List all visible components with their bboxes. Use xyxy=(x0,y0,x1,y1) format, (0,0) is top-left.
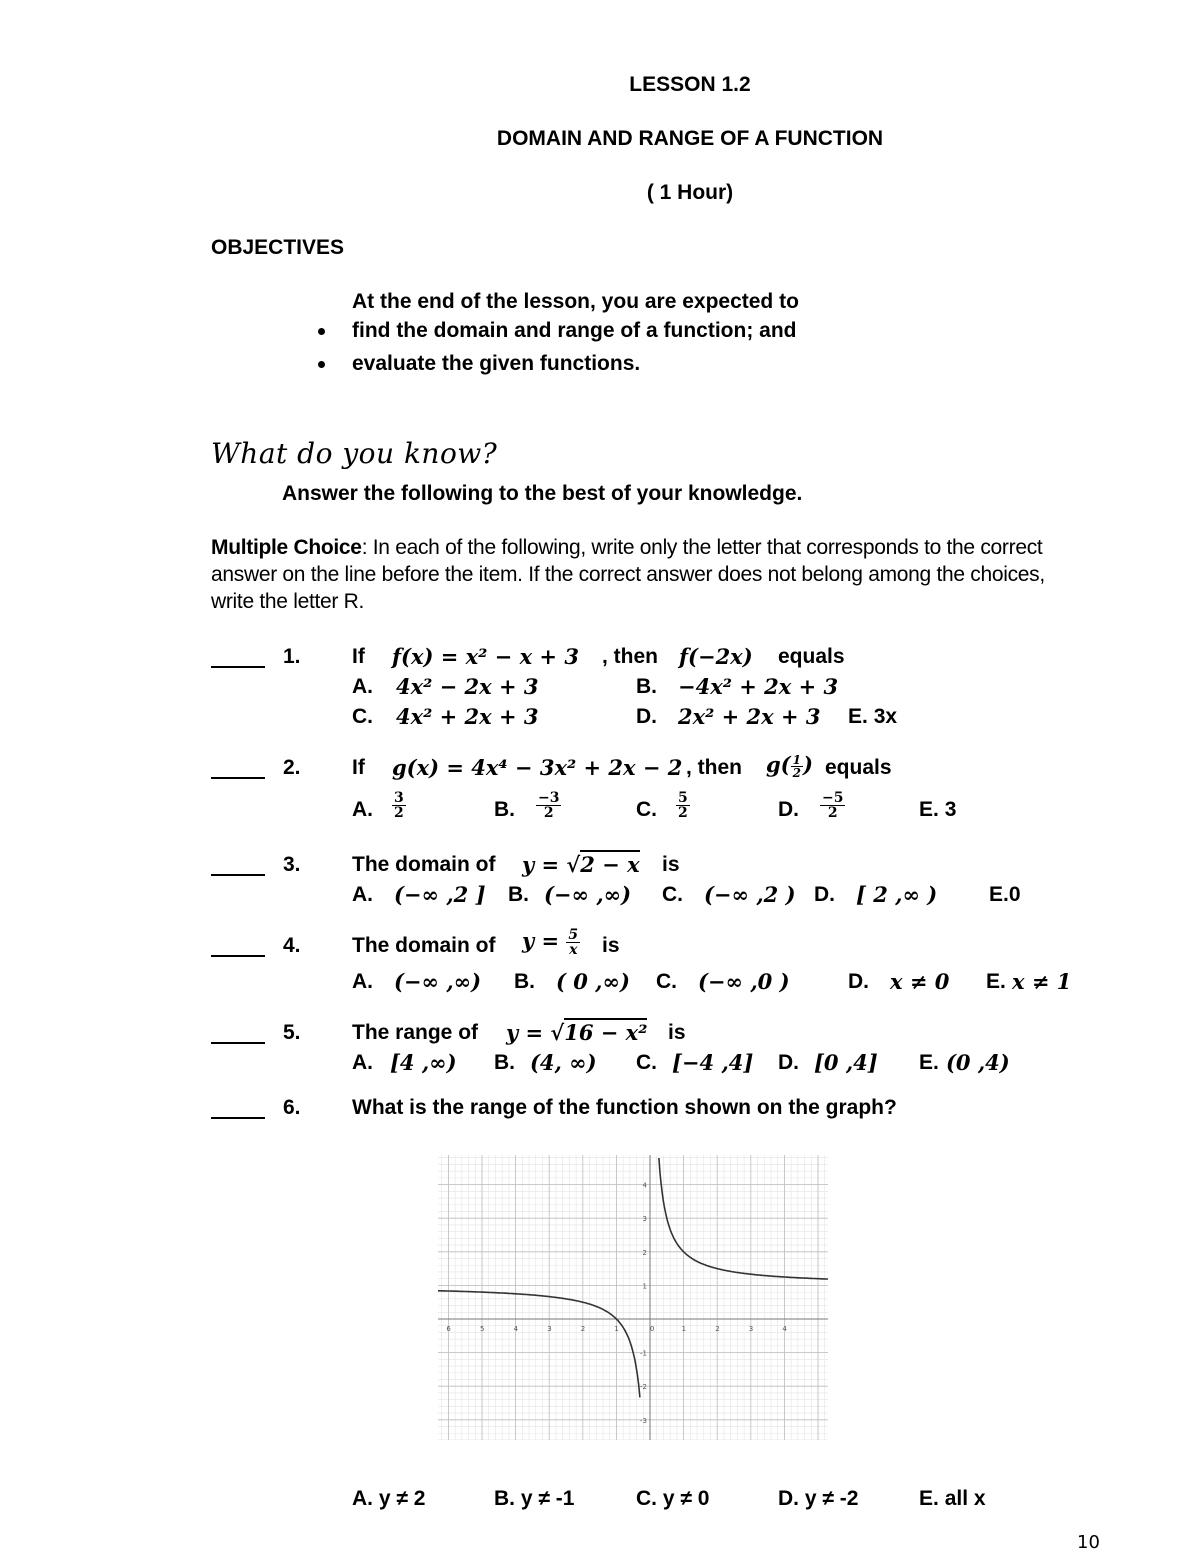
x-tick-label: 4 xyxy=(513,1325,519,1333)
q6-choice-c: C. y ≠ 0 xyxy=(636,1487,710,1510)
choice-value: [4 ,∞) xyxy=(390,1050,457,1075)
q5-expression: y = √16 − x² xyxy=(506,1020,648,1045)
choice-value: −4x² + 2x + 3 xyxy=(678,674,839,699)
q3-expression: y = √2 − x xyxy=(522,852,640,877)
choice-letter: D. xyxy=(636,705,657,728)
answer-line-6[interactable] xyxy=(211,1117,265,1119)
q1-expression: f(x) = x² − x + 3 xyxy=(392,644,579,669)
x-tick-label: 3 xyxy=(547,1325,552,1333)
choice-value: (−∞ ,2 ) xyxy=(704,882,796,907)
choice-fraction: $\frac{5}{2}$ xyxy=(678,790,688,821)
choice-value: x ≠ 0 xyxy=(890,969,950,994)
question-prompt: The domain of xyxy=(352,934,496,957)
q2-then: , then xyxy=(686,756,742,779)
y-tick-label: -3 xyxy=(640,1416,647,1425)
know-instruction: Answer the following to the best of your knowledge. xyxy=(282,482,803,505)
choice-letter: D. xyxy=(778,1051,799,1074)
bullet-icon xyxy=(318,361,325,368)
choice-fraction: $\frac{-5}{2}$ xyxy=(822,790,844,821)
q4-is: is xyxy=(602,934,620,957)
choice-letter: C. xyxy=(656,970,677,993)
choice-letter: A. xyxy=(352,798,373,821)
answer-line-1[interactable] xyxy=(211,666,265,668)
choice-letter: D. xyxy=(814,883,835,906)
question-number: 6. xyxy=(283,1096,301,1119)
choice-e: E. 3 xyxy=(919,798,957,821)
q6-choice-e: E. all x xyxy=(919,1487,986,1510)
question-number: 5. xyxy=(283,1021,301,1044)
choice-letter: D. xyxy=(848,970,869,993)
q5-is: is xyxy=(668,1021,686,1044)
y-tick-label: -2 xyxy=(640,1383,647,1392)
question-number: 3. xyxy=(283,853,301,876)
choice-fraction: $\frac{-3}{2}$ xyxy=(538,790,560,821)
x-tick-label: 3 xyxy=(748,1325,754,1333)
answer-line-4[interactable] xyxy=(211,955,265,957)
bullet-icon xyxy=(318,328,325,335)
q2-expression: g(x) = 4x⁴ − 3x² + 2x − 2 xyxy=(392,755,683,780)
mc-text: : In each of the following, write only the letter that corresponds to the correct answer on the line before the item. If the correct answer does not belong among the choices, write the letter R. xyxy=(211,536,1045,613)
q4-expression: y = $\frac{5}{x}$ xyxy=(522,927,579,958)
answer-line-3[interactable] xyxy=(211,874,265,876)
choice-value: 4x² + 2x + 3 xyxy=(396,704,539,729)
y-tick-label: 3 xyxy=(642,1215,647,1224)
choice-letter: C. xyxy=(352,705,373,728)
choice-value: x ≠ 1 xyxy=(1012,969,1072,994)
choice-value: (−∞ ,2 ] xyxy=(394,882,486,907)
choice-letter: A. xyxy=(352,883,373,906)
question-number: 4. xyxy=(283,934,301,957)
question-prompt: The domain of xyxy=(352,853,496,876)
q6-choice-b: B. y ≠ -1 xyxy=(494,1487,575,1510)
x-tick-label: 2 xyxy=(715,1325,720,1333)
question-number: 1. xyxy=(283,645,301,668)
choice-value: ( 0 ,∞) xyxy=(556,969,630,994)
q6-choice-a: A. y ≠ 2 xyxy=(352,1487,426,1510)
q3-is: is xyxy=(662,853,680,876)
objective-item-1: find the domain and range of a function; and xyxy=(352,319,797,342)
choice-value: 2x² + 2x + 3 xyxy=(678,704,821,729)
y-tick-label: -1 xyxy=(640,1349,647,1358)
choice-letter: E. xyxy=(919,1051,939,1074)
choice-value: (0 ,4) xyxy=(946,1050,1010,1075)
objective-item-2: evaluate the given functions. xyxy=(352,352,641,375)
choice-letter: A. xyxy=(352,675,373,698)
question-if: If xyxy=(352,756,365,779)
choice-letter: C. xyxy=(662,883,683,906)
choice-letter: B. xyxy=(508,883,529,906)
choice-value: (−∞ ,0 ) xyxy=(698,969,790,994)
question-if: If xyxy=(352,645,365,668)
x-tick-label: 1 xyxy=(614,1325,619,1333)
mc-label: Multiple Choice xyxy=(211,536,362,559)
q1-equals: equals xyxy=(778,645,845,668)
choice-e: E.0 xyxy=(989,883,1021,906)
choice-value: 4x² − 2x + 3 xyxy=(396,674,539,699)
choice-value: (−∞ ,∞) xyxy=(394,969,482,994)
function-graph xyxy=(438,1155,828,1440)
objectives-intro: At the end of the lesson, you are expected to xyxy=(352,290,799,313)
x-tick-label: 2 xyxy=(580,1325,586,1333)
choice-letter: C. xyxy=(636,1051,657,1074)
lesson-title: DOMAIN AND RANGE OF A FUNCTION xyxy=(496,127,884,150)
answer-line-5[interactable] xyxy=(211,1042,265,1044)
q2-equals: equals xyxy=(825,756,892,779)
q2-target: g( $\frac{1}{2}$ ) xyxy=(766,752,813,780)
choice-letter: B. xyxy=(636,675,657,698)
choice-letter: A. xyxy=(352,970,373,993)
y-tick-label: 4 xyxy=(642,1181,647,1190)
objectives-heading: OBJECTIVES xyxy=(211,236,345,259)
choice-letter: B. xyxy=(494,1051,515,1074)
choice-letter: B. xyxy=(494,798,515,821)
y-tick-label: 2 xyxy=(642,1248,647,1257)
q1-target: f(−2x) xyxy=(679,644,753,669)
choice-letter: A. xyxy=(352,1051,373,1074)
choice-fraction: $\frac{3}{2}$ xyxy=(394,790,404,821)
choice-letter: D. xyxy=(778,798,799,821)
x-tick-label: 6 xyxy=(446,1325,451,1333)
choice-letter: C. xyxy=(636,798,657,821)
x-tick-label: 0 xyxy=(650,1325,655,1333)
x-tick-label: 5 xyxy=(480,1325,485,1333)
x-tick-label: 4 xyxy=(782,1325,787,1333)
choice-value: (−∞ ,∞) xyxy=(544,882,632,907)
graph-grid-minor xyxy=(438,1155,828,1440)
choice-value: [ 2 ,∞ ) xyxy=(856,882,938,907)
choice-value: [0 ,4] xyxy=(814,1050,878,1075)
question-number: 2. xyxy=(283,756,301,779)
lesson-duration: ( 1 Hour) xyxy=(646,181,734,204)
y-tick-label: 1 xyxy=(642,1282,647,1291)
answer-line-2[interactable] xyxy=(211,777,265,779)
choice-value: (4, ∞) xyxy=(530,1050,597,1075)
x-tick-label: 1 xyxy=(681,1325,687,1333)
question-prompt: The range of xyxy=(352,1021,479,1044)
section-heading-what-do-you-know: What do you know? xyxy=(211,437,498,470)
choice-letter: E. xyxy=(986,970,1006,993)
mc-instructions xyxy=(211,534,1091,615)
question-prompt: What is the range of the function shown on the graph? xyxy=(352,1096,897,1119)
choice-letter: B. xyxy=(514,970,535,993)
graph-x-ticks xyxy=(446,1325,787,1333)
q1-then: , then xyxy=(602,645,658,668)
page-number: 10 xyxy=(1077,1532,1100,1553)
choice-value: [−4 ,4] xyxy=(672,1050,754,1075)
choice-e: E. 3x xyxy=(848,705,898,728)
lesson-number: LESSON 1.2 xyxy=(629,73,751,96)
q6-choice-d: D. y ≠ -2 xyxy=(778,1487,859,1510)
